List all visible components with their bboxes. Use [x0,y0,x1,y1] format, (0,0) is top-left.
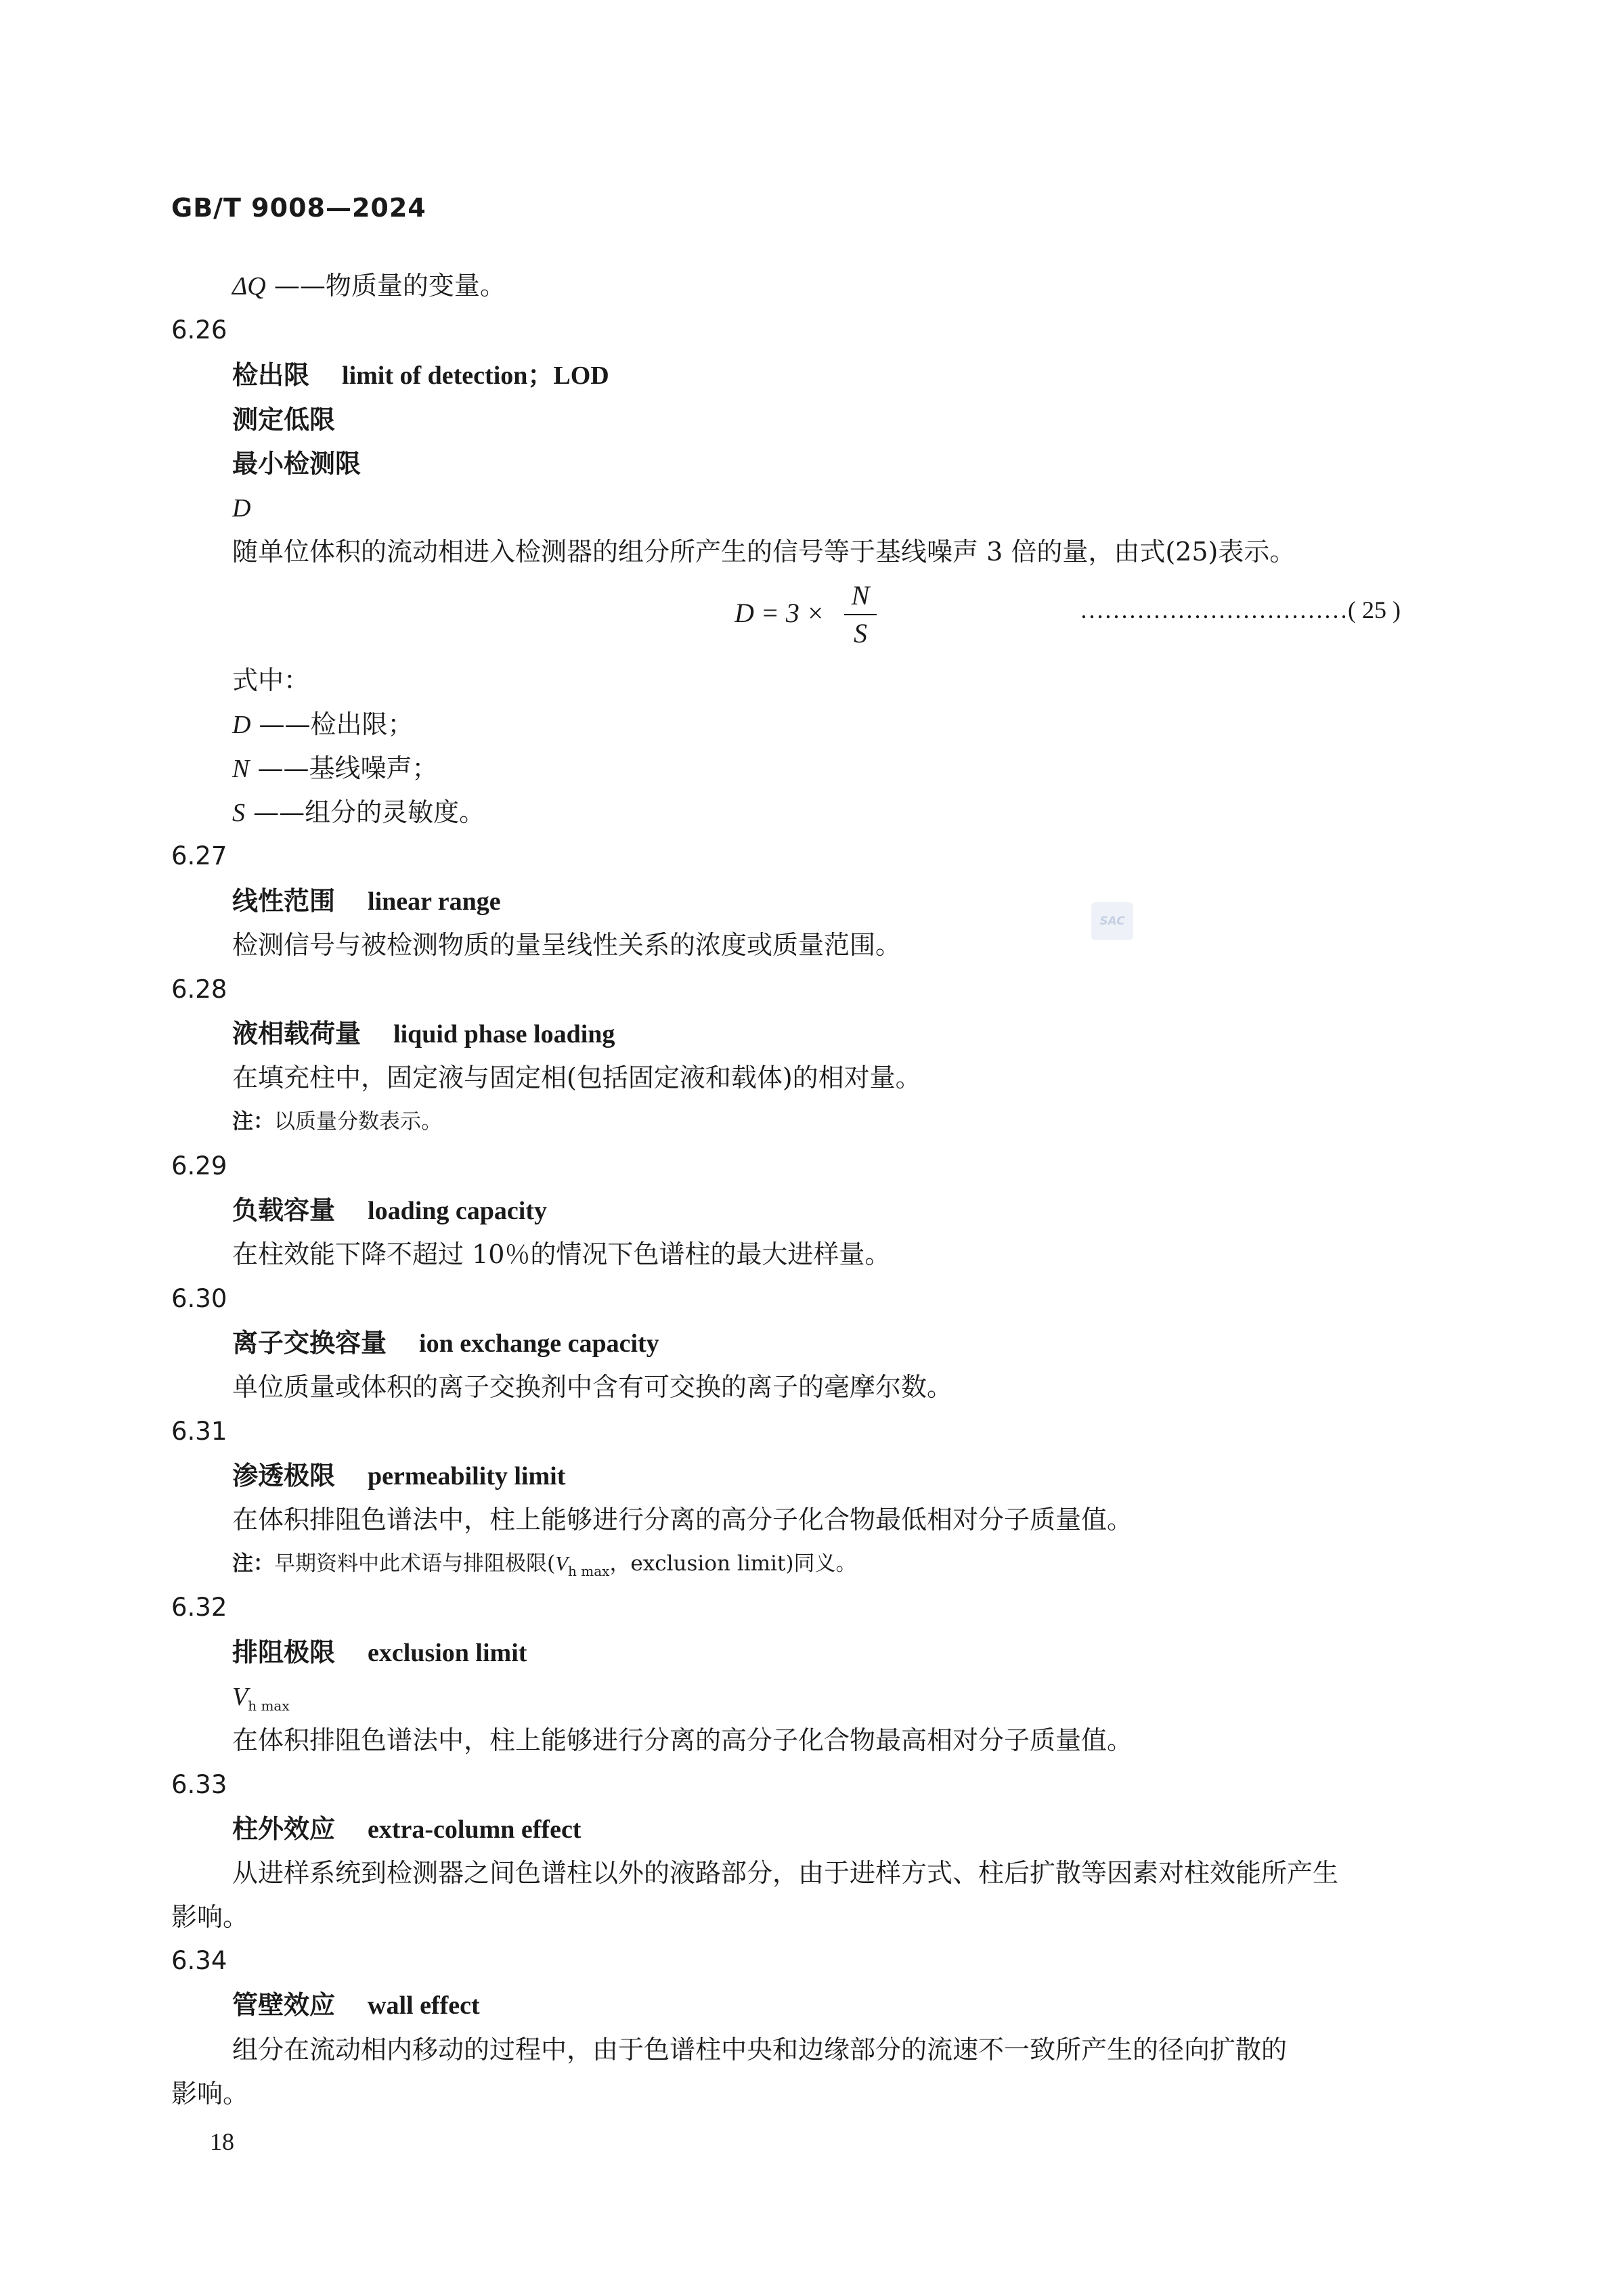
term-zh: 负载容量 [232,1195,336,1225]
clause-number: 6.31 [171,1417,227,1446]
var-desc: ——组分的灵敏度。 [245,797,485,827]
var-symbol: N [232,755,250,783]
clause-number: 6.34 [171,1946,227,1975]
clause-number: 6.28 [171,975,227,1004]
synonym: 测定低限 [232,405,336,435]
term-en: permeability limit [368,1462,566,1491]
definition: 组分在流动相内移动的过程中，由于色谱柱中央和边缘部分的流速不一致所产生的径向扩散的 [232,2035,1288,2065]
clause-number: 6.26 [171,315,227,345]
term-zh: 渗透极限 [232,1461,336,1491]
term-en: extra-column effect [368,1815,582,1844]
term-heading [232,1459,565,1493]
term-heading [232,884,501,919]
note-text: 以质量分数表示。 [274,1109,442,1134]
term-heading [232,1193,547,1228]
var-symbol: S [232,799,245,827]
symbol-subscript: h max [248,1698,290,1714]
term-en: wall effect [368,1991,480,2020]
variable-def [232,751,437,786]
definition: 在填充柱中，固定液与固定相(包括固定液和载体)的相对量。 [232,1063,921,1092]
note-label: 注： [232,1551,274,1576]
equation-number: ……………………………( 25 ) [1080,596,1401,623]
delta-q-symbol: ΔQ [232,272,266,301]
note [232,1547,857,1588]
definition: 单位质量或体积的离子交换剂中含有可交换的离子的毫摩尔数。 [232,1372,953,1402]
term-heading [232,1812,581,1847]
page-number: 18 [210,2128,234,2155]
term-en: limit of detection；LOD [342,361,609,390]
definition: 从进样系统到检测器之间色谱柱以外的液路部分，由于进样方式、柱后扩散等因素对柱效能所产生 [232,1858,1339,1888]
note-text: 早期资料中此术语与排阻极限( [274,1551,556,1576]
variable-def [232,707,414,742]
fraction-numerator: N [851,580,870,611]
symbol-d: D [232,494,251,523]
intro-variable [232,269,506,303]
term-heading [232,1988,480,2023]
definition: 在体积排阻色谱法中，柱上能够进行分离的高分子化合物最高相对分子质量值。 [232,1725,1133,1755]
term-en: linear range [368,887,501,916]
note [232,1105,442,1139]
sac-watermark-logo: SAC [1091,902,1133,940]
term-en: liquid phase loading [393,1020,615,1048]
term-heading [232,1635,527,1670]
definition: 在体积排阻色谱法中，柱上能够进行分离的高分子化合物最低相对分子质量值。 [232,1505,1133,1535]
var-desc: ——检出限； [250,709,414,739]
formula-lhs [735,597,825,629]
formula-lhs-text: D = 3 × [735,598,825,628]
fraction-bar [844,614,877,615]
variable-def [232,795,485,830]
definition: 在柱效能下降不超过 10％的情况下色谱柱的最大进样量。 [232,1239,891,1269]
clause-number: 6.32 [171,1593,227,1622]
term-heading [232,1326,659,1361]
symbol-v: V [232,1683,248,1711]
term-zh: 柱外效应 [232,1814,336,1844]
note-subscript: h max [568,1563,610,1579]
term-zh: 排阻极限 [232,1637,336,1667]
note-text: ，exclusion limit)同义。 [609,1551,857,1576]
term-en: ion exchange capacity [419,1329,659,1358]
term-zh: 线性范围 [232,886,336,916]
fraction-denominator: S [854,618,867,648]
term-en: exclusion limit [368,1639,527,1667]
intro-variable-desc: ——物质量的变量。 [265,271,506,301]
term-zh: 管壁效应 [232,1990,336,2020]
formula-fraction [844,579,877,650]
clause-number: 6.30 [171,1284,227,1313]
clause-number: 6.29 [171,1151,227,1180]
var-symbol: D [232,711,251,739]
term-zh: 离子交换容量 [232,1328,387,1358]
term-symbol [232,491,250,525]
term-en: loading capacity [368,1197,547,1225]
term-zh: 液相载荷量 [232,1019,361,1048]
definition: 检测信号与被检测物质的量呈线性关系的浓度或质量范围。 [232,930,902,960]
definition-continued: 影响。 [171,1902,249,1932]
definition-continued: 影响。 [171,2079,249,2109]
synonym: 最小检测限 [232,449,361,479]
note-label: 注： [232,1109,274,1134]
clause-number: 6.27 [171,841,227,870]
term-heading [232,1017,615,1051]
definition: 随单位体积的流动相进入检测器的组分所产生的信号等于基线噪声 3 倍的量，由式(25)表示。 [232,537,1296,567]
clause-number: 6.33 [171,1770,227,1799]
term-symbol [232,1679,290,1723]
document-code: GB/T 9008—2024 [171,193,426,223]
where-label: 式中： [232,665,310,695]
note-symbol: V [555,1551,569,1575]
var-desc: ——基线噪声； [249,753,438,783]
term-zh: 检出限 [232,360,310,390]
term-heading [232,358,609,393]
